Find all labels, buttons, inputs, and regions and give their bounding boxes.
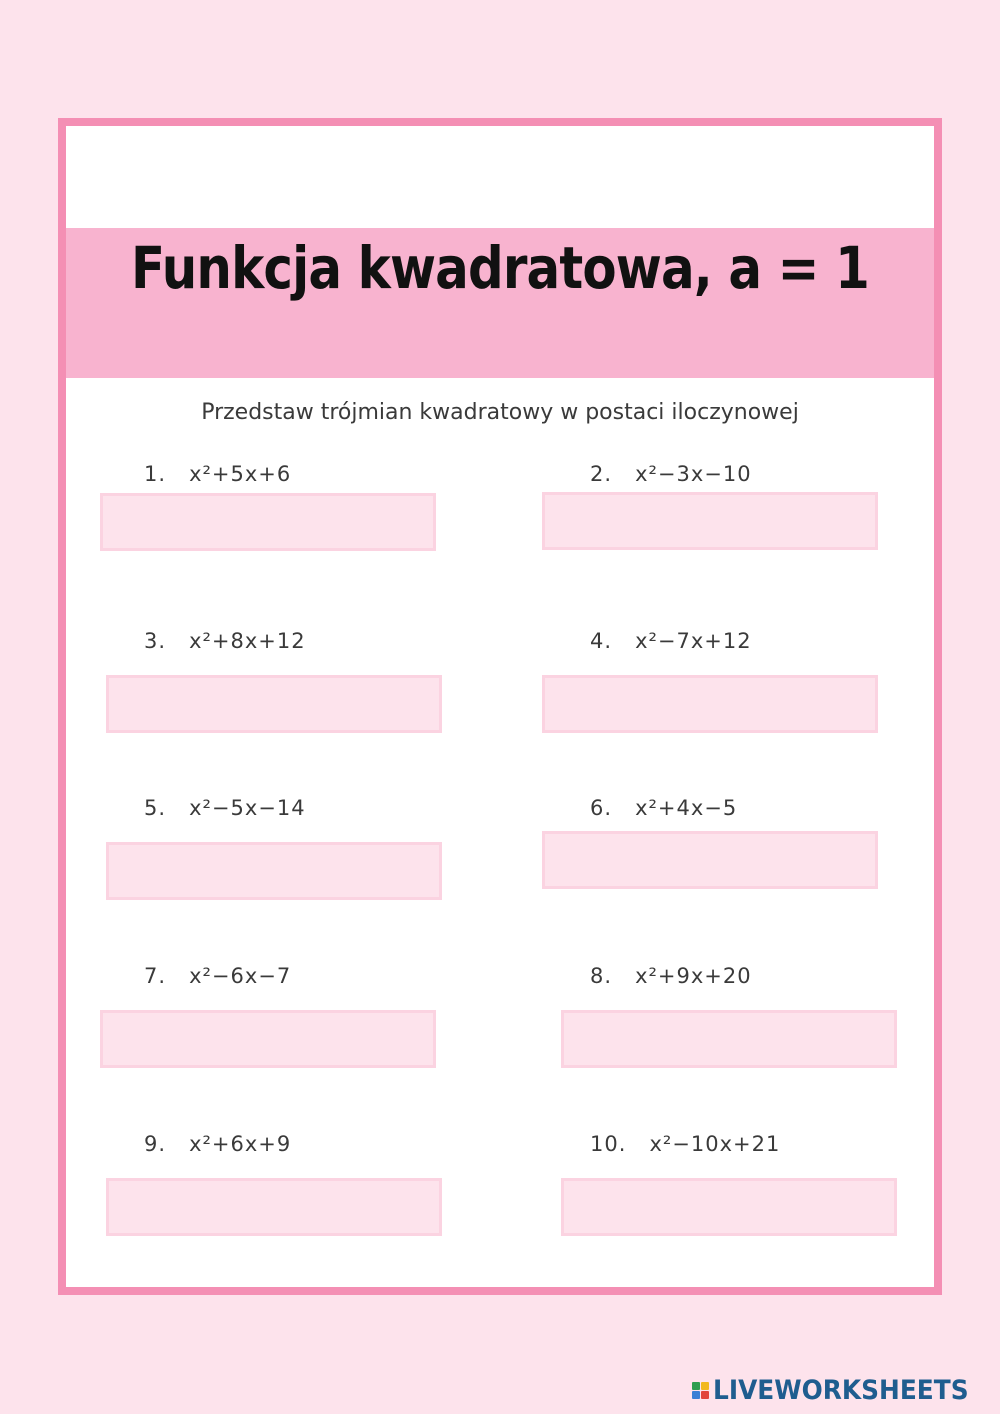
question-number: 8. [590, 964, 613, 988]
question-1 [144, 462, 291, 486]
answer-box-4[interactable] [542, 675, 878, 733]
question-number: 4. [590, 629, 613, 653]
answer-box-3[interactable] [106, 675, 442, 733]
question-expression: x²−10x+21 [649, 1132, 781, 1156]
question-7 [144, 964, 291, 988]
title-band [66, 228, 934, 378]
answer-box-9[interactable] [106, 1178, 442, 1236]
answer-box-1[interactable] [100, 493, 436, 551]
question-number: 6. [590, 796, 613, 820]
answer-box-7[interactable] [100, 1010, 436, 1068]
question-5 [144, 796, 306, 820]
question-number: 9. [144, 1132, 167, 1156]
question-10 [590, 1132, 780, 1156]
answer-box-5[interactable] [106, 842, 442, 900]
question-number: 1. [144, 462, 167, 486]
question-number: 10. [590, 1132, 627, 1156]
answer-box-2[interactable] [542, 492, 878, 550]
question-expression: x²+6x+9 [189, 1132, 292, 1156]
question-expression: x²−3x−10 [635, 462, 752, 486]
question-3 [144, 629, 306, 653]
worksheet-sheet [58, 118, 942, 1295]
answer-box-6[interactable] [542, 831, 878, 889]
question-number: 2. [590, 462, 613, 486]
question-6 [590, 796, 737, 820]
question-expression: x²+8x+12 [189, 629, 306, 653]
worksheet-title: Funkcja kwadratowa, a = 1 [131, 234, 869, 302]
question-expression: x²+5x+6 [189, 462, 292, 486]
answer-box-10[interactable] [561, 1178, 897, 1236]
question-expression: x²−7x+12 [635, 629, 752, 653]
question-8 [590, 964, 752, 988]
question-number: 3. [144, 629, 167, 653]
question-number: 5. [144, 796, 167, 820]
liveworksheets-logo-icon [692, 1382, 709, 1399]
question-expression: x²+4x−5 [635, 796, 738, 820]
question-number: 7. [144, 964, 167, 988]
question-4 [590, 629, 752, 653]
question-9 [144, 1132, 291, 1156]
instruction-text: Przedstaw trójmian kwadratowy w postaci iloczynowej [201, 400, 799, 425]
question-expression: x²−5x−14 [189, 796, 306, 820]
brand-text: LIVEWORKSHEETS [713, 1374, 969, 1406]
question-2 [590, 462, 752, 486]
question-expression: x²−6x−7 [189, 964, 292, 988]
answer-box-8[interactable] [561, 1010, 897, 1068]
question-expression: x²+9x+20 [635, 964, 752, 988]
liveworksheets-brand[interactable] [692, 1372, 991, 1408]
